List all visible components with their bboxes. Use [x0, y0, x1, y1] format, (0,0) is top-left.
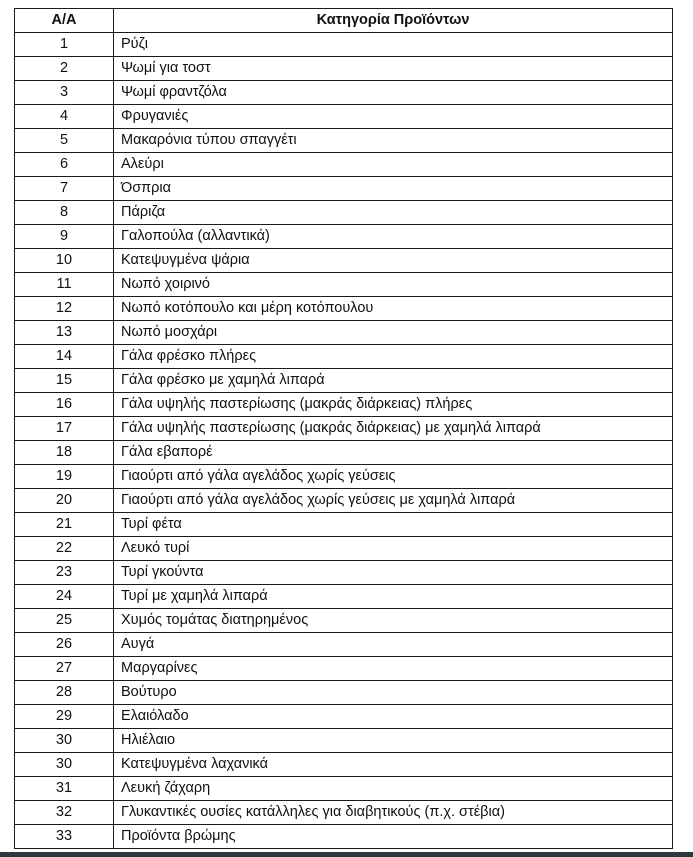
row-number: 12: [15, 297, 114, 321]
row-number: 29: [15, 705, 114, 729]
row-category-name: Ρύζι: [114, 33, 673, 57]
row-category-name: Γάλα υψηλής παστερίωσης (μακράς διάρκειας) με χαμηλά λιπαρά: [114, 417, 673, 441]
row-number: 8: [15, 201, 114, 225]
row-category-name: Γιαούρτι από γάλα αγελάδος χωρίς γεύσεις με χαμηλά λιπαρά: [114, 489, 673, 513]
table-row: [15, 825, 673, 849]
row-number: 20: [15, 489, 114, 513]
row-number: 25: [15, 609, 114, 633]
row-number: 33: [15, 825, 114, 849]
row-number: 26: [15, 633, 114, 657]
table-row: [15, 705, 673, 729]
table-row: [15, 513, 673, 537]
row-number: 3: [15, 81, 114, 105]
row-category-name: Γιαούρτι από γάλα αγελάδος χωρίς γεύσεις: [114, 465, 673, 489]
table-row: [15, 729, 673, 753]
row-category-name: Μακαρόνια τύπου σπαγγέτι: [114, 129, 673, 153]
row-category-name: Λευκή ζάχαρη: [114, 777, 673, 801]
table-row: [15, 609, 673, 633]
row-category-name: Νωπό χοιρινό: [114, 273, 673, 297]
table-row: [15, 561, 673, 585]
row-category-name: Ψωμί για τοστ: [114, 57, 673, 81]
table-header: [15, 9, 673, 33]
table-row: [15, 321, 673, 345]
table-row: [15, 225, 673, 249]
row-number: 28: [15, 681, 114, 705]
table-row: [15, 633, 673, 657]
row-number: 30: [15, 753, 114, 777]
row-number: 24: [15, 585, 114, 609]
row-category-name: Μαργαρίνες: [114, 657, 673, 681]
row-category-name: Κατεψυγμένα ψάρια: [114, 249, 673, 273]
table-row: [15, 129, 673, 153]
row-number: 19: [15, 465, 114, 489]
table-row: [15, 801, 673, 825]
table-row: [15, 345, 673, 369]
row-number: 11: [15, 273, 114, 297]
row-category-name: Τυρί φέτα: [114, 513, 673, 537]
row-number: 27: [15, 657, 114, 681]
row-number: 18: [15, 441, 114, 465]
row-category-name: Φρυγανιές: [114, 105, 673, 129]
header-number: Α/Α: [15, 9, 114, 33]
row-number: 22: [15, 537, 114, 561]
product-category-table-container: [14, 8, 672, 849]
row-category-name: Πάριζα: [114, 201, 673, 225]
bottom-edge-bar: [0, 852, 693, 857]
table-row: [15, 465, 673, 489]
row-category-name: Ψωμί φραντζόλα: [114, 81, 673, 105]
row-number: 10: [15, 249, 114, 273]
table-row: [15, 537, 673, 561]
row-category-name: Ελαιόλαδο: [114, 705, 673, 729]
table-row: [15, 57, 673, 81]
table-row: [15, 81, 673, 105]
table-row: [15, 393, 673, 417]
table-row: [15, 297, 673, 321]
table-row: [15, 201, 673, 225]
row-number: 21: [15, 513, 114, 537]
row-number: 23: [15, 561, 114, 585]
row-category-name: Γαλοπούλα (αλλαντικά): [114, 225, 673, 249]
row-number: 13: [15, 321, 114, 345]
row-category-name: Αλεύρι: [114, 153, 673, 177]
row-number: 15: [15, 369, 114, 393]
table-row: [15, 441, 673, 465]
header-category: Κατηγορία Προϊόντων: [114, 9, 673, 33]
table-row: [15, 369, 673, 393]
table-row: [15, 585, 673, 609]
product-category-table: [14, 8, 673, 849]
row-number: 7: [15, 177, 114, 201]
table-row: [15, 153, 673, 177]
row-number: 6: [15, 153, 114, 177]
row-category-name: Λευκό τυρί: [114, 537, 673, 561]
row-category-name: Γάλα φρέσκο πλήρες: [114, 345, 673, 369]
row-category-name: Γάλα εβαπορέ: [114, 441, 673, 465]
row-number: 30: [15, 729, 114, 753]
row-number: 9: [15, 225, 114, 249]
table-row: [15, 177, 673, 201]
row-category-name: Προϊόντα βρώμης: [114, 825, 673, 849]
table-row: [15, 249, 673, 273]
table-body: [15, 33, 673, 849]
row-number: 14: [15, 345, 114, 369]
table-row: [15, 417, 673, 441]
row-number: 2: [15, 57, 114, 81]
table-row: [15, 489, 673, 513]
row-category-name: Γάλα φρέσκο με χαμηλά λιπαρά: [114, 369, 673, 393]
row-number: 4: [15, 105, 114, 129]
row-number: 32: [15, 801, 114, 825]
table-row: [15, 753, 673, 777]
row-category-name: Τυρί με χαμηλά λιπαρά: [114, 585, 673, 609]
row-number: 31: [15, 777, 114, 801]
table-row: [15, 777, 673, 801]
table-row: [15, 681, 673, 705]
table-row: [15, 657, 673, 681]
row-category-name: Κατεψυγμένα λαχανικά: [114, 753, 673, 777]
row-category-name: Νωπό κοτόπουλο και μέρη κοτόπουλου: [114, 297, 673, 321]
row-category-name: Ηλιέλαιο: [114, 729, 673, 753]
row-category-name: Αυγά: [114, 633, 673, 657]
row-category-name: Γλυκαντικές ουσίες κατάλληλες για διαβητικούς (π.χ. στέβια): [114, 801, 673, 825]
table-row: [15, 33, 673, 57]
table-row: [15, 273, 673, 297]
table-row: [15, 105, 673, 129]
row-category-name: Τυρί γκούντα: [114, 561, 673, 585]
row-category-name: Χυμός τομάτας διατηρημένος: [114, 609, 673, 633]
row-category-name: Όσπρια: [114, 177, 673, 201]
header-row: [15, 9, 673, 33]
row-number: 1: [15, 33, 114, 57]
row-category-name: Βούτυρο: [114, 681, 673, 705]
row-category-name: Γάλα υψηλής παστερίωσης (μακράς διάρκειας) πλήρες: [114, 393, 673, 417]
row-category-name: Νωπό μοσχάρι: [114, 321, 673, 345]
row-number: 17: [15, 417, 114, 441]
row-number: 16: [15, 393, 114, 417]
row-number: 5: [15, 129, 114, 153]
